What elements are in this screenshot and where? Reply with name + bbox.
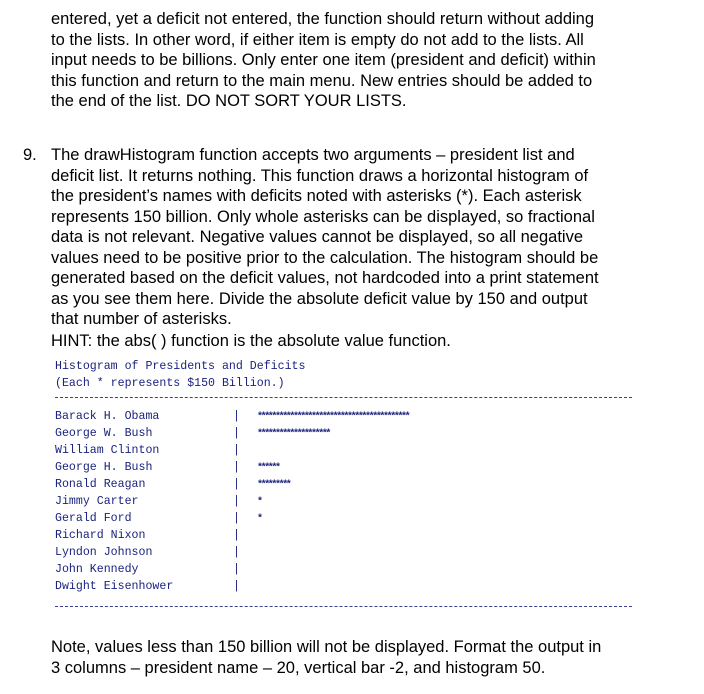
asterisk-bar: * <box>257 514 261 525</box>
note-paragraph: Note, values less than 150 billion will not be displayed. Format the output in 3 columns – president name – 20, vertical bar -2, and histogram 50. <box>51 638 602 677</box>
vertical-bar: | <box>233 512 240 525</box>
president-name: John Kennedy <box>55 563 139 576</box>
histogram-row <box>55 493 655 510</box>
histogram-row <box>55 476 655 493</box>
president-name: Lyndon Johnson <box>55 546 153 559</box>
president-name: Barack H. Obama <box>55 410 160 423</box>
asterisk-bar: ******************** <box>257 429 330 440</box>
histogram-rows <box>55 408 655 595</box>
vertical-bar: | <box>233 427 240 440</box>
histogram-subtitle: (Each * represents $150 Billion.) <box>55 377 285 390</box>
histogram-row <box>55 442 655 459</box>
histogram-row <box>55 578 655 595</box>
president-name: Gerald Ford <box>55 512 132 525</box>
president-name: Dwight Eisenhower <box>55 580 174 593</box>
president-name: George W. Bush <box>55 427 153 440</box>
president-name: William Clinton <box>55 444 160 457</box>
vertical-bar: | <box>233 410 240 423</box>
vertical-bar: | <box>233 444 240 457</box>
president-name: Richard Nixon <box>55 529 146 542</box>
vertical-bar: | <box>233 580 240 593</box>
item-9-description: The drawHistogram function accepts two arguments – president list and deficit list. It returns nothing. This function draws a horizontal histogram of the president’s names with deficits noted with asterisks (*). Each asterisk represents 150 billion. Only whole asterisks can be displayed, so fractional data is not relevant. Negative values cannot be displayed, so all negative values need to be positive prior to the calculation. The histogram should be generated based on the deficit values, not hardcoded into a print statement as you see them here. Divide the absolute deficit value by 150 and output that number of asterisks. <box>51 146 599 328</box>
vertical-bar: | <box>233 529 240 542</box>
hint-text: HINT: the abs( ) function is the absolute value function. <box>51 332 451 350</box>
histogram-row <box>55 408 655 425</box>
asterisk-bar: * <box>257 497 261 508</box>
president-name: George H. Bush <box>55 461 153 474</box>
histogram-row <box>55 425 655 442</box>
histogram-row <box>55 510 655 527</box>
asterisk-bar: ****************************************** <box>257 412 409 423</box>
vertical-bar: | <box>233 563 240 576</box>
separator-top <box>55 397 632 398</box>
histogram-row <box>55 561 655 578</box>
paragraph-continuation: entered, yet a deficit not entered, the function should return without adding to the lists. In other word, if either item is empty do not add to the lists. All input needs to be billions. Only enter one item (president and deficit) within this function and return to the main menu. New entries should be added to the end of the list. DO NOT SORT YOUR LISTS. <box>51 10 596 110</box>
histogram-row <box>55 459 655 476</box>
asterisk-bar: ********* <box>257 480 290 491</box>
histogram-title: Histogram of Presidents and Deficits <box>55 360 306 373</box>
asterisk-bar: ****** <box>257 463 279 474</box>
console-output-header <box>55 358 305 392</box>
vertical-bar: | <box>233 461 240 474</box>
separator-bottom <box>55 606 632 607</box>
vertical-bar: | <box>233 478 240 491</box>
list-number-9: 9. <box>23 146 37 164</box>
histogram-row <box>55 527 655 544</box>
president-name: Ronald Reagan <box>55 478 146 491</box>
president-name: Jimmy Carter <box>55 495 139 508</box>
histogram-row <box>55 544 655 561</box>
vertical-bar: | <box>233 495 240 508</box>
vertical-bar: | <box>233 546 240 559</box>
